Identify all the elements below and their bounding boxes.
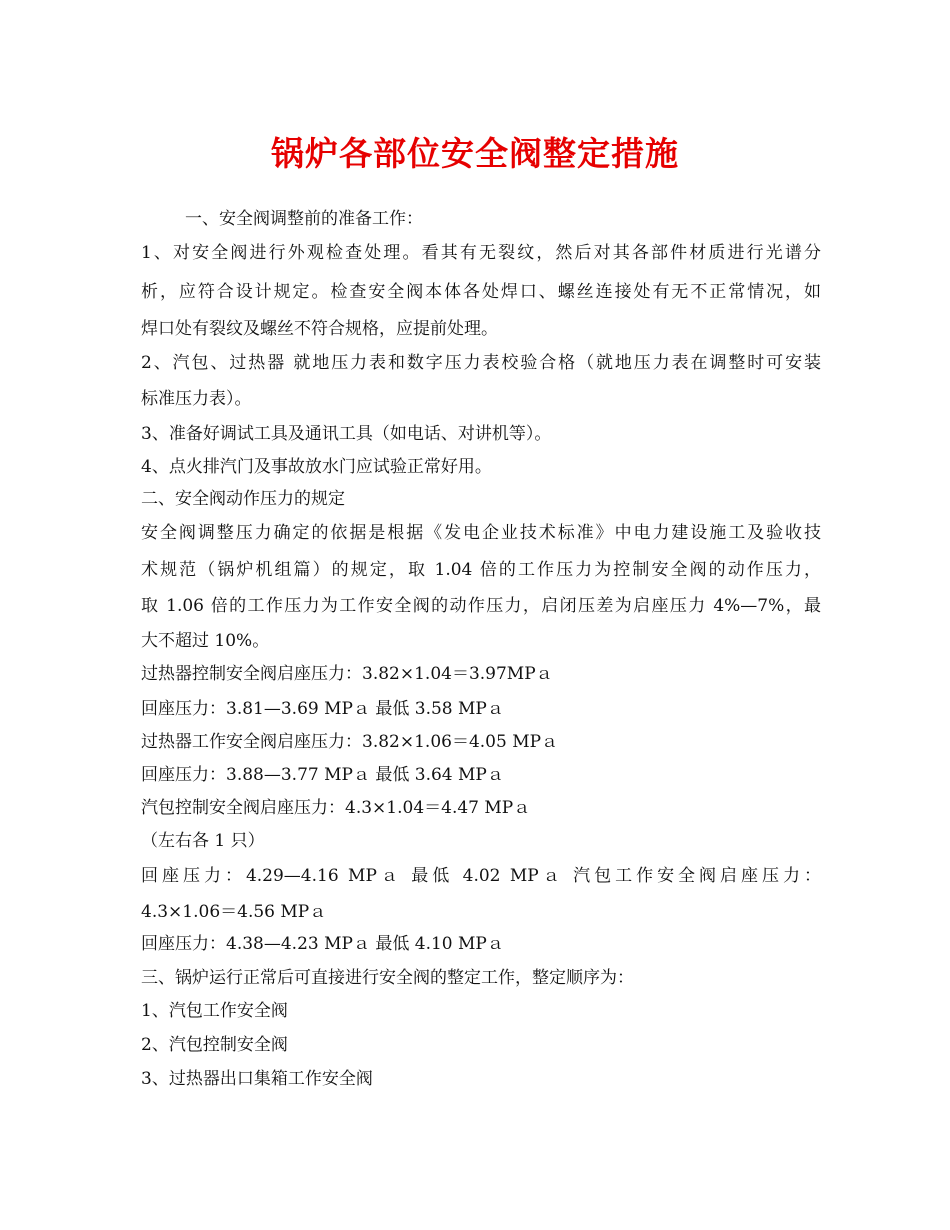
- list-item: 2、汽包控制安全阀: [141, 1035, 288, 1055]
- pressure-line: 回座压力：4.38—4.23 MPａ 最低 4.10 MPａ: [141, 934, 504, 954]
- pressure-line: 回座压力：3.88—3.77 MPａ 最低 3.64 MPａ: [141, 765, 504, 785]
- note-line: （左右各 1 只）: [141, 831, 265, 851]
- list-item: 1、汽包工作安全阀: [141, 1001, 288, 1021]
- paragraph-line: 1、对安全阀进行外观检查处理。看其有无裂纹，然后对其各部件材质进行光谱分: [141, 243, 821, 263]
- pressure-line: 汽包控制安全阀启座压力：4.3×1.04＝4.47 MPａ: [141, 798, 531, 818]
- paragraph-line: 析，应符合设计规定。检查安全阀本体各处焊口、螺丝连接处有无不正常情况，如: [141, 282, 821, 302]
- paragraph-line: 3、准备好调试工具及通讯工具（如电话、对讲机等）。: [141, 424, 552, 444]
- list-item: 3、过热器出口集箱工作安全阀: [141, 1069, 373, 1089]
- document-title: 锅炉各部位安全阀整定措施: [271, 134, 679, 173]
- paragraph-line: 2、汽包、过热器 就地压力表和数字压力表校验合格（就地压力表在调整时可安装: [141, 353, 821, 373]
- paragraph-line: 标准压力表）。: [141, 389, 252, 409]
- pressure-line: 回座压力：3.81—3.69 MPａ 最低 3.58 MPａ: [141, 699, 504, 719]
- pressure-line: 回座压力：4.29—4.16 MPａ 最低 4.02 MPａ 汽包工作安全阀启座压力：: [141, 866, 821, 886]
- paragraph-line: 大不超过 10%。: [141, 631, 270, 651]
- paragraph-line: 焊口处有裂纹及螺丝不符合规格，应提前处理。: [141, 319, 498, 339]
- paragraph-line: 4、点火排汽门及事故放水门应试验正常好用。: [141, 457, 492, 477]
- section-heading-3: 三、锅炉运行正常后可直接进行安全阀的整定工作，整定顺序为：: [141, 968, 634, 988]
- section-heading-2: 二、安全阀动作压力的规定: [141, 489, 345, 509]
- paragraph-line: 取 1.06 倍的工作压力为工作安全阀的动作压力，启闭压差为启座压力 4%—7%，最: [141, 596, 821, 616]
- paragraph-line: 术规范（锅炉机组篇）的规定，取 1.04 倍的工作压力为控制安全阀的动作压力，: [141, 560, 821, 580]
- pressure-line: 4.3×1.06＝4.56 MPａ: [141, 902, 327, 922]
- paragraph-line: 安全阀调整压力确定的依据是根据《发电企业技术标准》中电力建设施工及验收技: [141, 523, 821, 543]
- pressure-line: 过热器控制安全阀启座压力：3.82×1.04＝3.97MPａ: [141, 664, 553, 684]
- section-heading-1: 一、安全阀调整前的准备工作：: [185, 209, 423, 229]
- pressure-line: 过热器工作安全阀启座压力：3.82×1.06＝4.05 MPａ: [141, 732, 559, 752]
